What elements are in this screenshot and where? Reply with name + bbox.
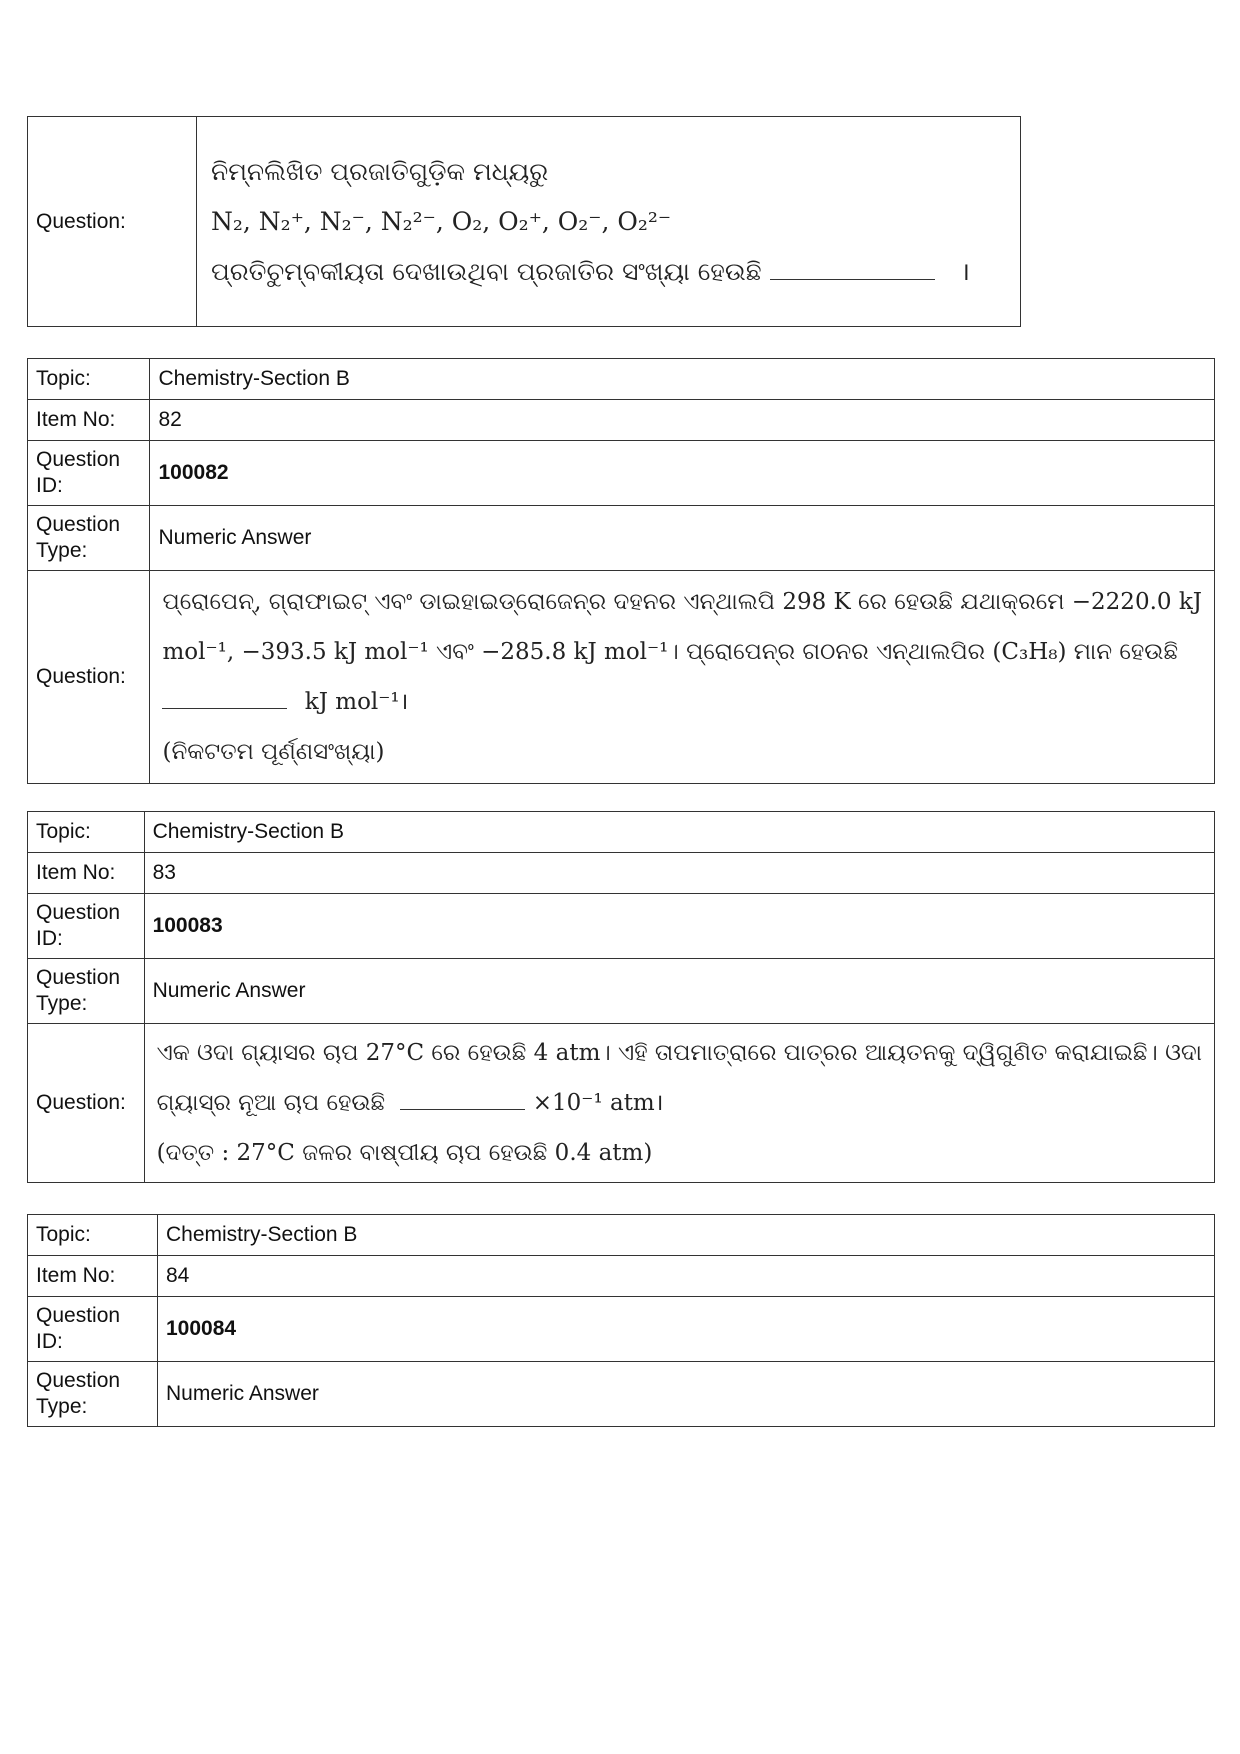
topic-label: Topic: [28,359,150,400]
question-id-label: Question ID: [28,441,150,506]
question-type-label: Question Type: [28,959,145,1024]
question-line: ପ୍ରୋପେନ୍, ଗ୍ରାଫାଇଟ୍ ଏବଂ ଡାଇହାଇଡ୍ରୋଜେନ୍‌ର ଦହନର ଏନ୍‌ଥାଲପି 298 K ରେ ହେଉଛି ଯଥାକ୍ରମେ −2220.0 kJ [162,589,1202,615]
question-type-value: Numeric Answer [144,959,1214,1024]
topic-label: Topic: [28,1215,158,1256]
item-84-table [27,1214,1215,1427]
question-label: Question: [28,1024,145,1183]
question-id-label: Question ID: [28,1297,158,1362]
item-no-label: Item No: [28,853,145,894]
item-82-table [27,358,1215,784]
question-note: (ଦତ୍ତ : 27°C ଜଳର ବାଷ୍ପୀୟ ଚାପ ହେଉଛି 0.4 atm) [156,1140,653,1166]
answer-blank [770,278,935,280]
topic-value: Chemistry-Section B [158,1215,1215,1256]
question-text [150,571,1215,784]
question-81-box [27,116,1021,327]
question-line: ଏକ ଓଦା ଗ୍ୟାସର ଚାପ 27°C ରେ ହେଉଛି 4 atm। ଏହି ତାପମାତ୍ରାରେ ପାତ୍ରର ଆୟତନକୁ ଦ୍ୱିଗୁଣିତ କରାଯାଇଛି। ଓଦା [156,1040,1202,1066]
question-line: ନିମ୍ନଲିଖିତ ପ୍ରଜାତିଗୁଡ଼ିକ ମଧ୍ୟରୁ [211,156,549,186]
item-83-table [27,811,1215,1183]
answer-blank [400,1108,525,1110]
question-line [157,1078,1202,1128]
item-no-value: 84 [158,1256,1215,1297]
item-no-value: 82 [150,400,1215,441]
question-type-value: Numeric Answer [158,1362,1215,1427]
question-text [197,117,1021,327]
answer-blank [162,707,287,709]
item-no-label: Item No: [28,400,150,441]
topic-label: Topic: [28,812,145,853]
question-text [144,1024,1214,1183]
question-id-label: Question ID: [28,894,145,959]
question-text-span: ଗ୍ୟାସ୍‌ର ନୂଆ ଚାପ ହେଉଛି [156,1090,386,1116]
item-no-value: 83 [144,853,1214,894]
question-type-label: Question Type: [28,506,150,571]
item-no-label: Item No: [28,1256,158,1297]
question-line: mol⁻¹, −393.5 kJ mol⁻¹ ଏବଂ −285.8 kJ mol⁻¹। ପ୍ରୋପେନ୍‌ର ଗଠନର ଏନ୍‌ଥାଲପିର (C₃H₈) ମାନ ହେଉଛି [162,639,1179,665]
question-line [211,247,1006,297]
topic-value: Chemistry-Section B [144,812,1214,853]
question-id-value: 100083 [144,894,1214,959]
danda: । [960,256,970,286]
question-id-value: 100084 [158,1297,1215,1362]
question-label: Question: [28,571,150,784]
unit-text: ×10⁻¹ atm। [532,1090,664,1116]
question-type-value: Numeric Answer [150,506,1215,571]
species-list: N₂, N₂⁺, N₂⁻, N₂²⁻, O₂, O₂⁺, O₂⁻, O₂²⁻ [211,206,672,236]
question-note: (ନିକଟତମ ପୂର୍ଣ୍ଣସଂଖ୍ୟା) [162,739,385,765]
topic-value: Chemistry-Section B [150,359,1215,400]
question-line [162,677,1202,727]
question-label: Question: [28,117,197,327]
question-type-label: Question Type: [28,1362,158,1427]
question-id-value: 100082 [150,441,1215,506]
unit-text: kJ mol⁻¹। [304,689,409,715]
question-text-span: ପ୍ରତିଚୁମ୍ବକୀୟତା ଦେଖାଉଥିବା ପ୍ରଜାତିର ସଂଖ୍ୟା ହେଉଛି [211,256,762,286]
